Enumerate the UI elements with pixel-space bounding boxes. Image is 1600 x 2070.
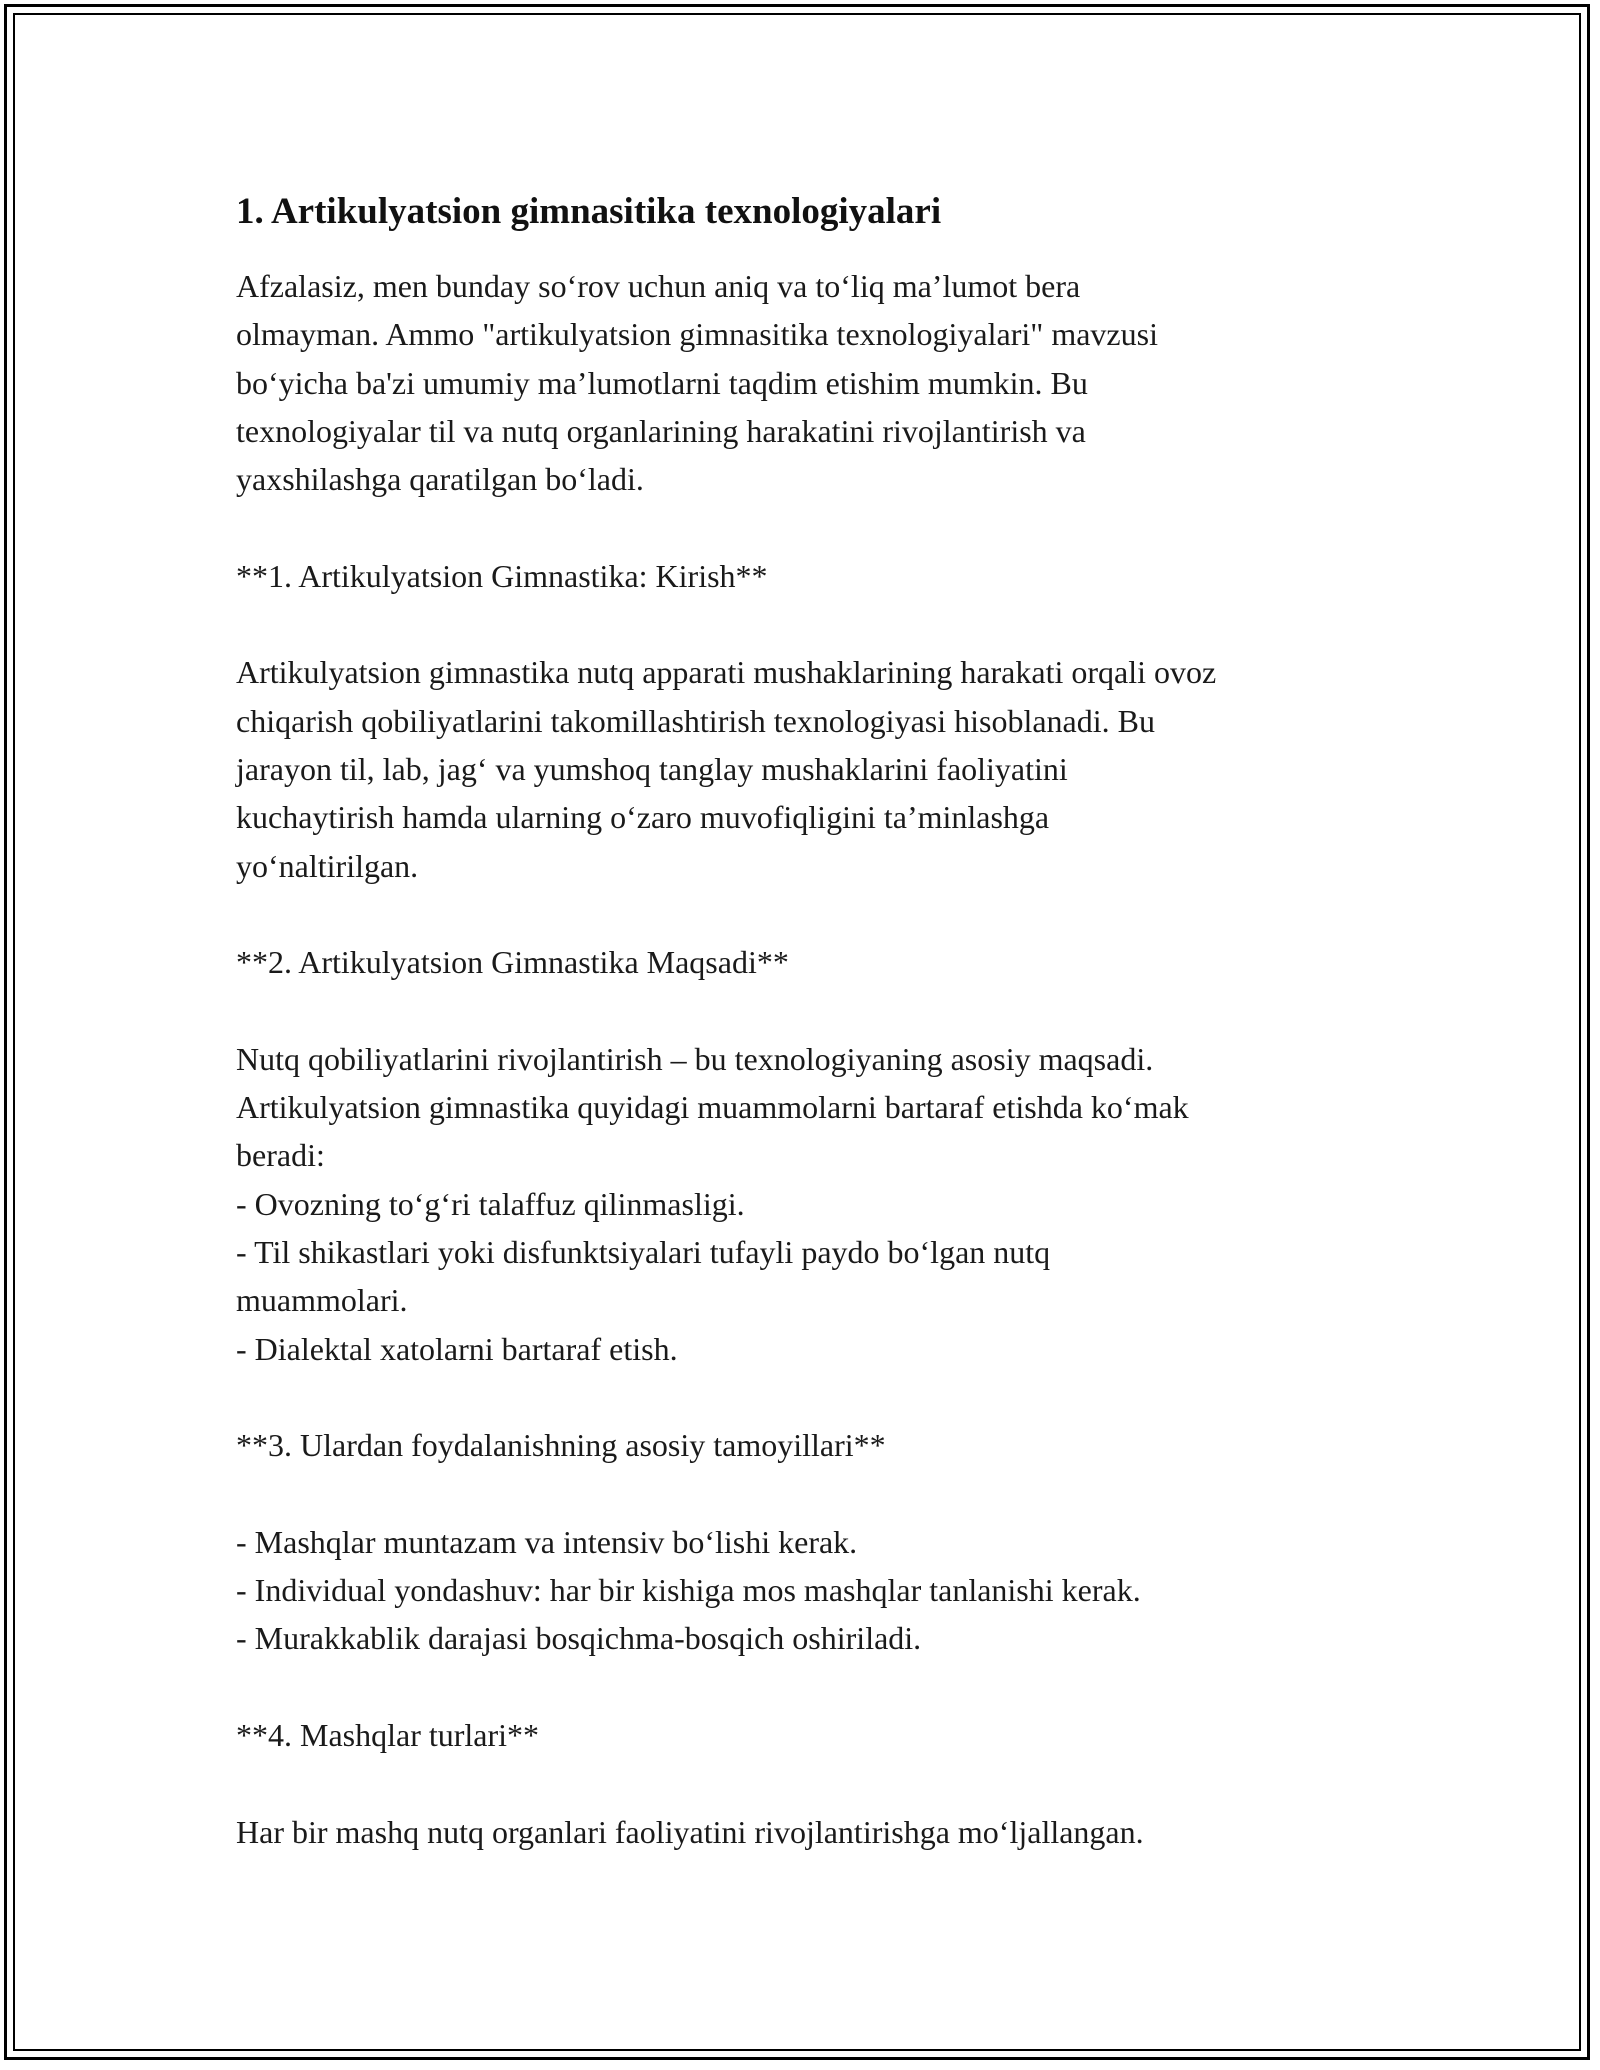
text-line: **4. Mashqlar turlari** — [236, 1716, 540, 1753]
text-line: kuchaytirish hamda ularning o‘zaro muvofiqligini ta’minlashga — [236, 799, 1050, 836]
text-line: **2. Artikulyatsion Gimnastika Maqsadi** — [236, 944, 789, 981]
text-line: Artikulyatsion gimnastika nutq apparati mushaklarining harakati orqali ovoz — [236, 654, 1217, 691]
text-line: **1. Artikulyatsion Gimnastika: Kirish** — [236, 557, 768, 594]
document-text — [236, 262, 1386, 1856]
text-line: Har bir mashq nutq organlari faoliyatini rivojlantirishga mo‘ljallangan. — [236, 1813, 1144, 1850]
text-line: olmayman. Ammo "artikulyatsion gimnasitika texnologiyalari" mavzusi — [236, 316, 1158, 353]
text-line: **3. Ulardan foydalanishning asosiy tamoyillari** — [236, 1427, 886, 1464]
text-line: jarayon til, lab, jag‘ va yumshoq tanglay mushaklarini faoliyatini — [236, 750, 1068, 787]
text-line: - Mashqlar muntazam va intensiv bo‘lishi kerak. — [236, 1523, 858, 1560]
text-line: yaxshilashga qaratilgan bo‘ladi. — [236, 461, 644, 498]
text-line: bo‘yicha ba'zi umumiy ma’lumotlarni taqdim etishim mumkin. Bu — [236, 364, 1088, 401]
document-title: 1. Artikulyatsion gimnasitika texnologiyalari — [236, 191, 942, 232]
blank-line — [236, 1469, 1386, 1517]
text-line: beradi: — [236, 1137, 325, 1174]
blank-line — [236, 503, 1386, 551]
blank-line — [236, 600, 1386, 648]
text-line: muammolari. — [236, 1282, 408, 1319]
text-line: Artikulyatsion gimnastika quyidagi muammolarni bartaraf etishda ko‘mak — [236, 1089, 1189, 1126]
blank-line — [236, 1373, 1386, 1421]
text-line: yo‘naltirilgan. — [236, 847, 419, 884]
text-line: Afzalasiz, men bunday so‘rov uchun aniq va to‘liq ma’lumot bera — [236, 268, 1081, 304]
text-line: - Individual yondashuv: har bir kishiga mos mashqlar tanlanishi kerak. — [236, 1572, 1141, 1609]
text-line: Nutq qobiliyatlarini rivojlantirish – bu texnologiyaning asosiy maqsadi. — [236, 1040, 1154, 1077]
text-line: - Til shikastlari yoki disfunktsiyalari tufayli paydo bo‘lgan nutq — [236, 1233, 1051, 1270]
text-line: - Murakkablik darajasi bosqichma-bosqich oshiriladi. — [236, 1620, 922, 1657]
text-line: - Dialektal xatolarni bartaraf etish. — [236, 1330, 678, 1367]
text-line: - Ovozning to‘g‘ri talaffuz qilinmasligi. — [236, 1185, 745, 1222]
text-line: texnologiyalar til va nutq organlarining harakatini rivojlantirish va — [236, 412, 1086, 449]
blank-line — [236, 1759, 1386, 1807]
document-body — [236, 186, 1386, 1856]
blank-line — [236, 890, 1386, 938]
blank-line — [236, 1663, 1386, 1711]
blank-line — [236, 986, 1386, 1034]
text-line: chiqarish qobiliyatlarini takomillashtirish texnologiyasi hisoblanadi. Bu — [236, 702, 1155, 739]
